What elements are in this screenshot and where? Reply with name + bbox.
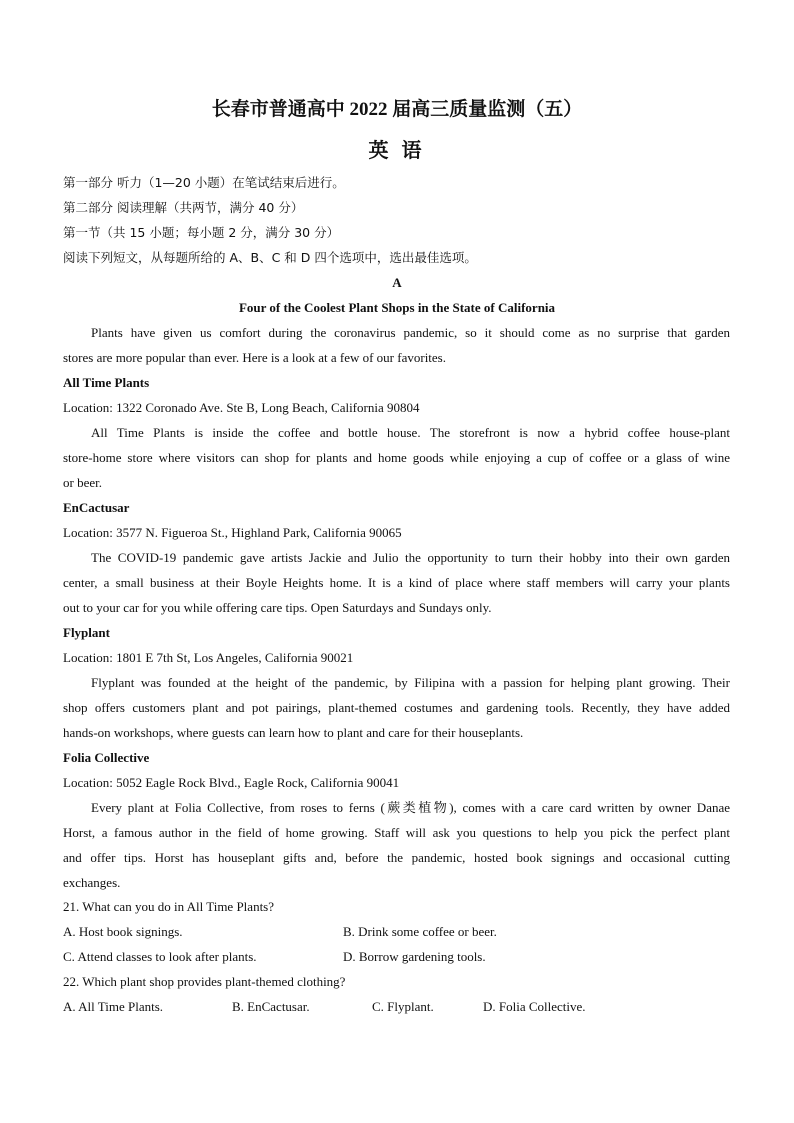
answer-option[interactable]: B. Drink some coffee or beer. <box>343 924 497 939</box>
answer-option[interactable]: C. Flyplant. <box>372 999 434 1014</box>
shop-description-line: Every plant at Folia Collective, from roses to ferns (蕨类植物), comes with a care card written by owner Danae <box>91 800 730 815</box>
intro-line: Plants have given us comfort during the coronavirus pandemic, so it should come as no surprise that garden <box>91 325 730 340</box>
shop-description-line: store-home store where visitors can shop for plants and home goods while enjoying a cup of coffee or a glass of wine <box>63 450 730 465</box>
shop-description-line: hands-on workshops, where guests can learn how to plant and care for their houseplants. <box>63 725 524 740</box>
passage-letter: A <box>392 275 402 290</box>
shop-name: Flyplant <box>63 625 110 640</box>
shop-description-line: exchanges. <box>63 875 121 890</box>
instruction-section1: 第一节（共 15 小题；每小题 2 分，满分 30 分） <box>63 225 340 240</box>
intro-line: stores are more popular than ever. Here is a look at a few of our favorites. <box>63 350 446 365</box>
instruction-reading: 阅读下列短文，从每题所给的 A、B、C 和 D 四个选项中，选出最佳选项。 <box>63 250 477 265</box>
answer-option[interactable]: B. EnCactusar. <box>232 999 310 1014</box>
shop-description-line: out to your car for you while offering care tips. Open Saturdays and Sundays only. <box>63 600 492 615</box>
answer-option[interactable]: A. Host book signings. <box>63 924 183 939</box>
shop-description-line: Horst, a famous author in the field of home growing. Staff will ask you questions to help you pick the perfect plant <box>63 825 730 840</box>
instruction-part1: 第一部分 听力（1—20 小题）在笔试结束后进行。 <box>63 175 345 190</box>
answer-option[interactable]: A. All Time Plants. <box>63 999 164 1014</box>
answer-option[interactable]: D. Folia Collective. <box>483 999 586 1014</box>
shop-description-line: and offer tips. Horst has houseplant gifts and, before the pandemic, hosted book signings and occasional cutting <box>63 850 730 865</box>
answer-option[interactable]: C. Attend classes to look after plants. <box>63 949 257 964</box>
shop-location: Location: 1322 Coronado Ave. Ste B, Long Beach, California 90804 <box>63 400 420 415</box>
shop-location: Location: 1801 E 7th St, Los Angeles, California 90021 <box>63 650 354 665</box>
shop-description-line: Flyplant was founded at the height of the pandemic, by Filipina with a passion for helping plant growing. Their <box>91 675 730 690</box>
instruction-part2: 第二部分 阅读理解（共两节，满分 40 分） <box>63 200 304 215</box>
shop-description-line: All Time Plants is inside the coffee and bottle house. The storefront is now a hybrid coffee house-plant <box>91 425 730 440</box>
shop-description-line: The COVID-19 pandemic gave artists Jackie and Julio the opportunity to turn their hobby into their own garden <box>91 550 730 565</box>
exam-title: 长春市普通高中 2022 届高三质量监测（五） <box>211 99 583 120</box>
answer-option[interactable]: D. Borrow gardening tools. <box>343 949 486 964</box>
passage-title: Four of the Coolest Plant Shops in the State of California <box>238 300 556 315</box>
shop-name: EnCactusar <box>63 500 130 515</box>
shop-name: All Time Plants <box>63 375 150 390</box>
subject-title: 英 语 <box>368 140 426 162</box>
shop-name: Folia Collective <box>63 750 150 765</box>
shop-description-line: or beer. <box>63 475 102 490</box>
shop-description-line: shop offers customers plant and pot pairings, plant-themed costumes and gardening tools. Recently, they have added <box>63 700 730 715</box>
shop-description-line: center, a small business at their Boyle Heights home. It is a kind of place where staff members will carry your plants <box>63 575 730 590</box>
shop-location: Location: 3577 N. Figueroa St., Highland Park, California 90065 <box>63 525 402 540</box>
question-stem: 21. What can you do in All Time Plants? <box>63 899 275 914</box>
shop-location: Location: 5052 Eagle Rock Blvd., Eagle Rock, California 90041 <box>63 775 400 790</box>
question-stem: 22. Which plant shop provides plant-themed clothing? <box>63 974 346 989</box>
